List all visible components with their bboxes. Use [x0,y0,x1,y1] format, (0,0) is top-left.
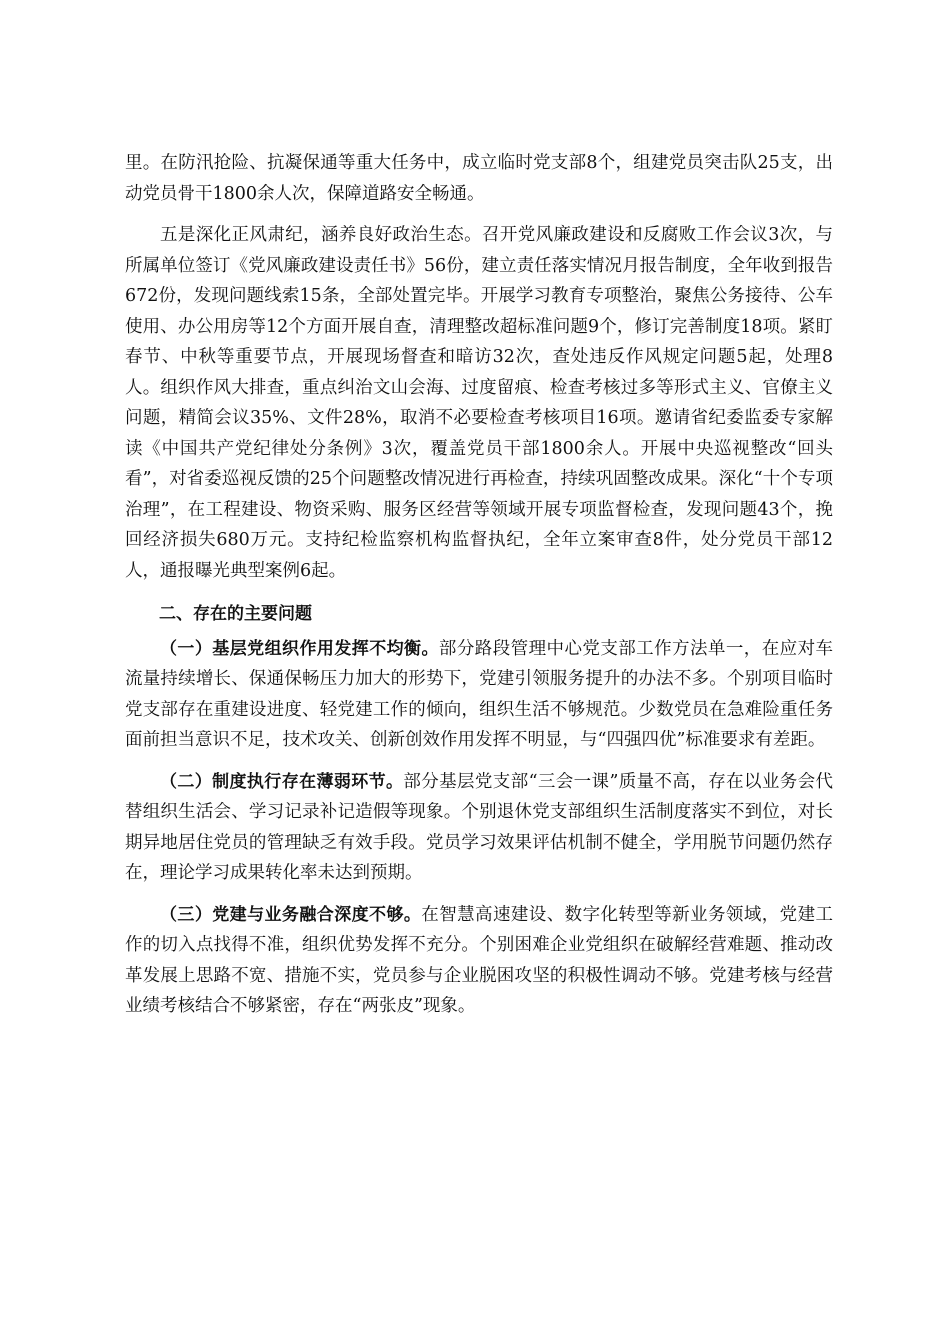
problem-item-3-title: （三）党建与业务融合深度不够。 [160,904,422,925]
problem-item-2 [125,767,833,889]
problem-item-1-text: 部分路段管理中心党支部工作方法单一，在应对车流量持续增长、保通保畅压力加大的形势下，党建引领服务提升的办法不多。个别项目临时党支部存在重建设进度、轻党建工作的倾向，组织生活不够规范。少数党员在急难险重任务面前担当意识不足，技术攻关、创新创效作用发挥不明显，与“四强四优”标准要求有差距。 [125,638,834,750]
problem-item-1 [125,634,833,756]
paragraph-discipline: 五是深化正风肃纪，涵养良好政治生态。召开党风廉政建设和反腐败工作会议3次，与所属单位签订《党风廉政建设责任书》56份，建立责任落实情况月报告制度，全年收到报告672份，发现问题线索15条，全部处置完毕。开展学习教育专项整治，聚焦公务接待、公车使用、办公用房等12个方面开展自查，清理整改超标准问题9个，修订完善制度18项。紧盯春节、中秋等重要节点，开展现场督查和暗访32次，查处违反作风规定问题5起，处理8人。组织作风大排查，重点纠治文山会海、过度留痕、检查考核过多等形式主义、官僚主义问题，精简会议35%、文件28%，取消不必要检查考核项目16项。邀请省纪委监委专家解读《中国共产党纪律处分条例》3次，覆盖党员干部1800余人。开展中央巡视整改“回头看”，对省委巡视反馈的25个问题整改情况进行再检查，持续巩固整改成果。深化“十个专项治理”，在工程建设、物资采购、服务区经营等领域开展专项监督检查，发现问题43个，挽回经济损失680万元。支持纪检监察机构监督执纪，全年立案审查8件，处分党员干部12人，通报曝光典型案例6起。 [125,225,833,581]
section-heading-main-problems: 二、存在的主要问题 [159,604,312,624]
problem-item-2-text: 部分基层党支部“三会一课”质量不高，存在以业务会代替组织生活会、学习记录补记造假等现象。个别退休党支部组织生活制度落实不到位，对长期异地居住党员的管理缺乏有效手段。党员学习效果评估机制不健全，学用脱节问题仍然存在，理论学习成果转化率未达到预期。 [125,771,833,883]
problem-item-2-title: （二）制度执行存在薄弱环节。 [160,771,404,792]
paragraph-continuation: 里。在防汛抢险、抗凝保通等重大任务中，成立临时党支部8个，组建党员突击队25支，出动党员骨干1800余人次，保障道路安全畅通。 [125,153,833,204]
problem-item-1-title: （一）基层党组织作用发挥不均衡。 [160,638,439,659]
document-body [125,148,833,1022]
problem-item-3 [125,900,833,1022]
problem-item-3-text: 在智慧高速建设、数字化转型等新业务领域，党建工作的切入点找得不准，组织优势发挥不充分。个别困难企业党组织在破解经营难题、推动改革发展上思路不宽、措施不实，党员参与企业脱困攻坚的积极性调动不够。党建考核与经营业绩考核结合不够紧密，存在“两张皮”现象。 [125,904,834,1016]
